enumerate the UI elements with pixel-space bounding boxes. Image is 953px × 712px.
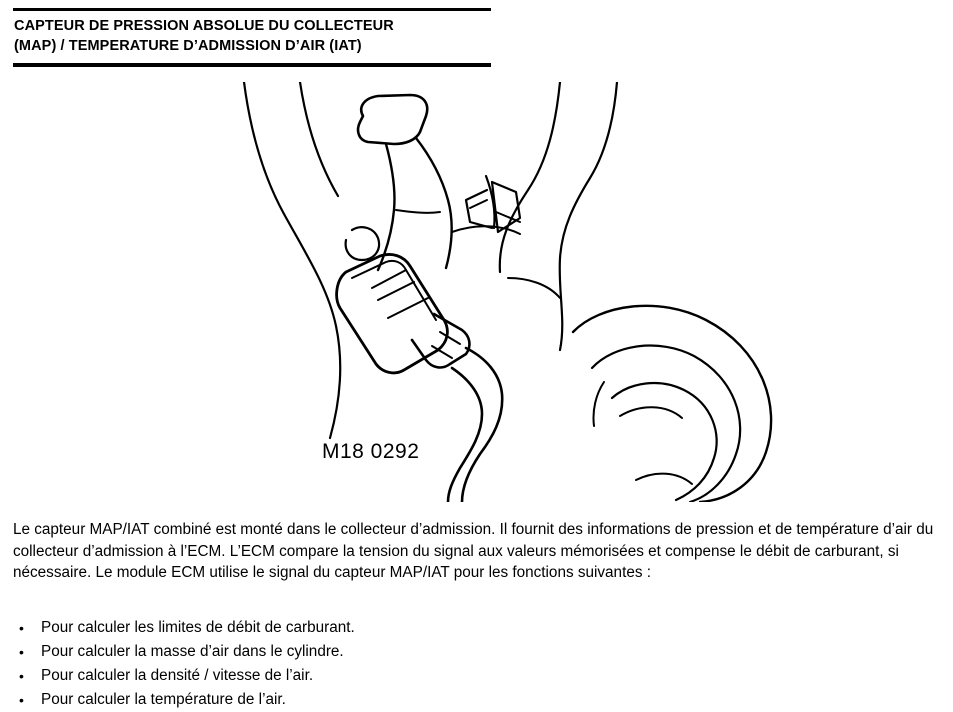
body-paragraph-block <box>13 519 943 584</box>
list-item-label: Pour calculer les limites de débit de carburant. <box>41 619 355 636</box>
sensor-line-drawing <box>0 82 953 502</box>
body-paragraph: Le capteur MAP/IAT combiné est monté dans le collecteur d’admission. Il fournit des informations de pression et de température d’air du collecteur d’admission à l’ECM. L’ECM compare la tension du signal aux valeurs mémorisées et compense le débit de carburant, si nécessaire. Le module ECM utilise le signal du capteur MAP/IAT pour les fonctions suivantes : <box>13 521 934 581</box>
list-item <box>13 616 713 640</box>
bullet-marker-icon: • <box>19 668 24 684</box>
list-item-label: Pour calculer la densité / vitesse de l’air. <box>41 667 314 684</box>
page-title-line2: (MAP) / TEMPERATURE D’ADMISSION D’AIR (IAT) <box>14 38 362 54</box>
page-title <box>13 11 491 58</box>
list-item <box>13 688 713 712</box>
header-rule-bottom <box>13 63 491 67</box>
bullet-marker-icon: • <box>19 692 24 708</box>
list-item <box>13 664 713 688</box>
section-header <box>13 8 491 67</box>
bullet-list <box>13 616 713 712</box>
figure-map-iat-sensor <box>0 82 953 502</box>
list-item-label: Pour calculer la température de l’air. <box>41 691 286 708</box>
list-item-label: Pour calculer la masse d’air dans le cylindre. <box>41 643 344 660</box>
list-item <box>13 640 713 664</box>
bullet-marker-icon: • <box>19 644 24 660</box>
bullet-marker-icon: • <box>19 620 24 636</box>
figure-caption: M18 0292 <box>322 440 420 463</box>
page-title-line1: CAPTEUR DE PRESSION ABSOLUE DU COLLECTEUR <box>14 18 394 34</box>
